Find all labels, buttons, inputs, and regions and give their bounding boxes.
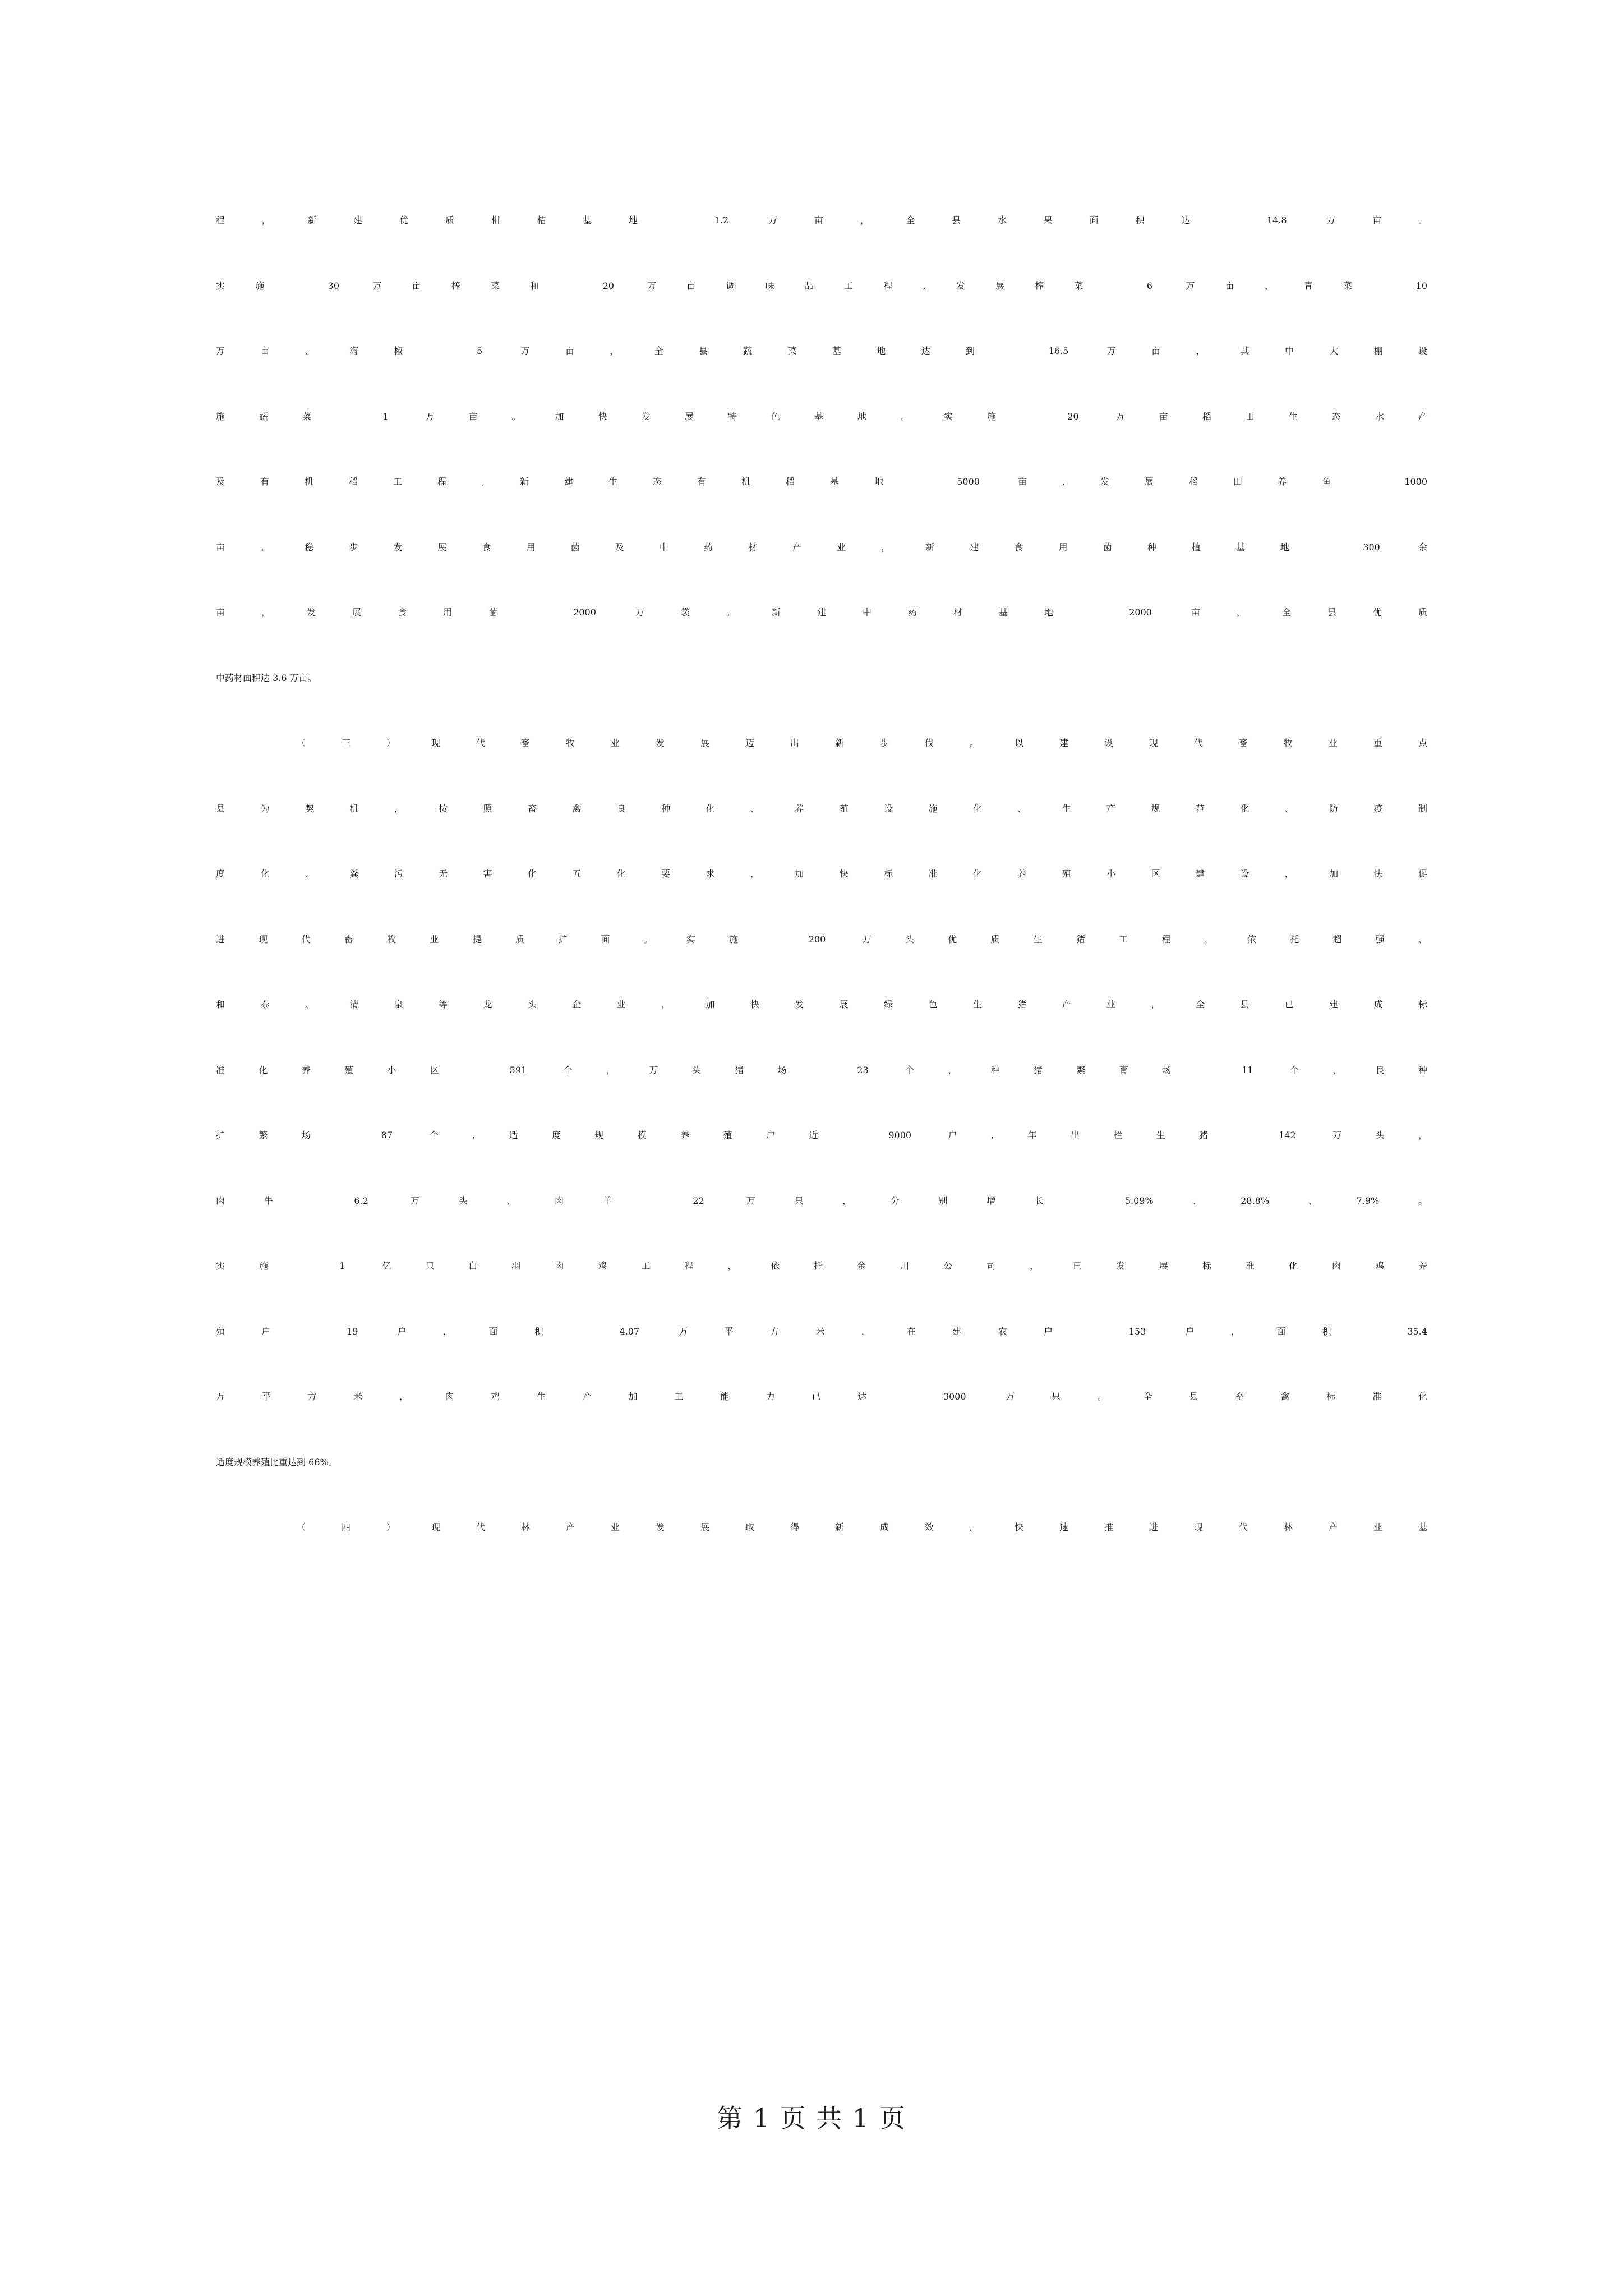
text-line: 肉牛 6.2 万头、肉羊 22 万只，分别增长 5.09%、28.8%、7.9%。: [216, 1195, 1427, 1206]
text-line: 万亩、海椒 5 万亩，全县蔬菜基地达到 16.5 万亩，其中大棚设: [216, 346, 1427, 356]
text-line: 县为契机，按照畜禽良种化、养殖设施化、生产规范化、防疫制: [216, 803, 1427, 814]
text-line: 亩，发展食用菌 2000 万袋。新建中药材基地 2000 亩，全县优质: [216, 607, 1427, 618]
text-line: 度化、粪污无害化五化要求，加快标准化养殖小区建设，加快促: [216, 868, 1427, 879]
text-line: 扩繁场 87 个,适度规模养殖户近 9000 户,年出栏生猪 142 万头，: [216, 1130, 1427, 1140]
document-body: [216, 213, 1427, 1586]
text-line: 万平方米，肉鸡生产加工能力已达 3000 万只。全县畜禽标准化: [216, 1391, 1427, 1402]
page-number-label: 第 1 页 共 1 页: [717, 2103, 906, 2133]
text-line: 适度规模养殖比重达到 66%。: [216, 1456, 338, 1467]
text-line: 进现代畜牧业提质扩面。实施 200 万头优质生猪工程，依托超强、: [216, 933, 1427, 945]
text-line: 殖户 19 户，面积 4.07 万平方米，在建农户 153 户，面积 35.4: [216, 1326, 1427, 1337]
section-heading-line: （三）现代畜牧业发展迈出新步伐。以建设现代畜牧业重点: [297, 738, 1427, 748]
text-line: 亩。稳步发展食用菌及中药材产业，新建食用菌种植基地 300 余: [216, 541, 1427, 553]
text-line: 及有机稻工程,新建生态有机稻基地 5000 亩,发展稻田养鱼 1000: [216, 476, 1427, 487]
text-line: 施蔬菜 1 万亩。加快发展特色基地。实施 20 万亩稻田生态水产: [216, 411, 1427, 422]
text-line: 实施 1 亿只白羽肉鸡工程，依托金川公司，已发展标准化肉鸡养: [216, 1260, 1427, 1271]
text-line: 程，新建优质柑桔基地 1.2 万亩，全县水果面积达 14.8 万亩。: [216, 215, 1427, 226]
page-footer: [0, 2098, 1623, 2135]
text-line: 中药材面积达 3.6 万亩。: [216, 672, 317, 683]
text-line: 准化养殖小区 591 个，万头猪场 23 个，种猪繁育场 11 个，良种: [216, 1064, 1427, 1075]
text-line: 和泰、清泉等龙头企业，加快发展绿色生猪产业，全县已建成标: [216, 999, 1427, 1010]
section-heading-line: （四）现代林产业发展取得新成效。快速推进现代林产业基: [297, 1522, 1427, 1533]
text-line: 实施 30 万亩榨菜和 20 万亩调味品工程,发展榨菜 6 万亩、青菜 10: [216, 280, 1427, 291]
